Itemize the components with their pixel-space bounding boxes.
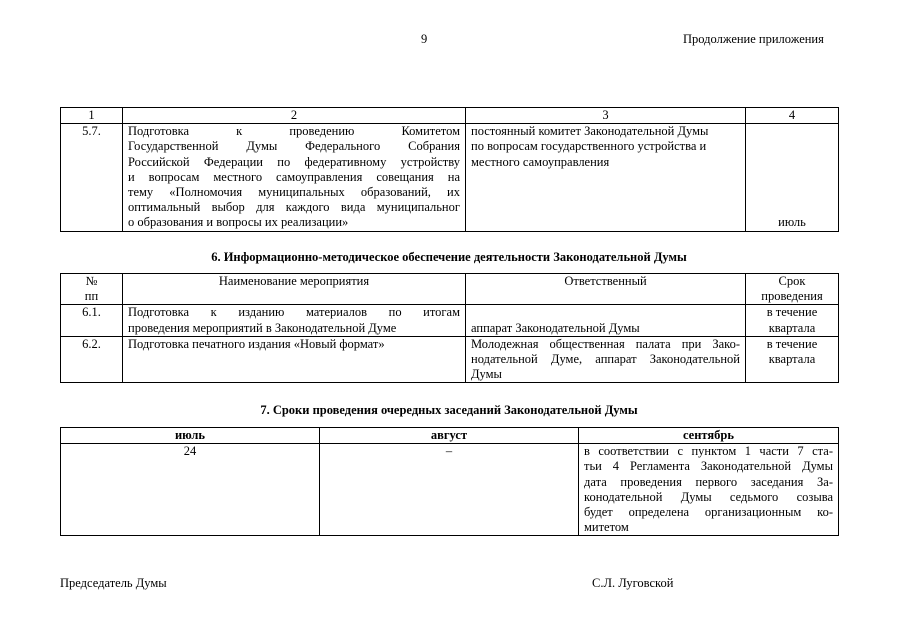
september-line: тьи 4 Регламента Законодательной Думы <box>584 459 833 474</box>
column-number: 3 <box>466 108 746 124</box>
signature-position: Председатель Думы <box>60 576 167 590</box>
event-line: Подготовка к изданию материалов по итогам <box>128 305 460 320</box>
event-line: Российской Федерации по федеративному устройству <box>128 154 460 169</box>
column-header-event: Наименование мероприятия <box>123 274 466 305</box>
september-line: в соответствии с пунктом 1 части 7 ста- <box>584 444 833 459</box>
column-header-august: август <box>320 428 579 444</box>
event-cell <box>123 124 466 231</box>
table-row <box>61 305 839 336</box>
header-line: № <box>85 274 98 288</box>
column-number: 1 <box>61 108 123 124</box>
august-cell: – <box>320 444 579 536</box>
table-row <box>61 124 839 231</box>
column-header-july: июль <box>61 428 320 444</box>
item-number: 6.1. <box>61 305 123 336</box>
section-6-table <box>60 273 839 383</box>
header-line: пп <box>84 289 99 304</box>
term-cell: июль <box>746 124 839 231</box>
responsible-line: постоянный комитет Законодательной Думы <box>471 124 709 139</box>
event-cell <box>123 305 466 336</box>
term-cell <box>746 336 839 383</box>
september-line: дата проведения первого заседания За- <box>584 474 833 489</box>
july-cell: 24 <box>61 444 320 536</box>
responsible-cell <box>466 124 746 231</box>
responsible-line: нодательной Думе, аппарат Законодательной <box>471 352 740 367</box>
september-line: будет определена организационным ко- <box>584 505 833 520</box>
column-number: 2 <box>123 108 466 124</box>
term-cell <box>746 305 839 336</box>
term-line: квартала <box>768 320 816 335</box>
event-cell <box>123 336 466 383</box>
responsible-line: по вопросам государственного устройства и <box>471 139 707 154</box>
event-line: о образования и вопросы их реализации» <box>128 215 349 230</box>
event-line: проведения мероприятий в Законодательной Думе <box>128 320 397 335</box>
term-line: в течение <box>766 336 818 351</box>
item-number: 5.7. <box>61 124 123 231</box>
column-header-september: сентябрь <box>579 428 839 444</box>
september-line: конодательной Думы седьмого созыва <box>584 489 833 504</box>
responsible-line: аппарат Законодательной Думы <box>471 320 640 335</box>
section-7-title: 7. Сроки проведения очередных заседаний Законодательной Думы <box>260 403 638 417</box>
column-number-row <box>61 108 839 124</box>
event-line: и вопросам местного самоуправления совещания на <box>128 169 460 184</box>
column-number: 4 <box>746 108 839 124</box>
header-row <box>61 274 839 305</box>
responsible-line <box>471 305 740 320</box>
signatory-name: С.Л. Луговской <box>592 576 674 590</box>
column-header-responsible: Ответственный <box>466 274 746 305</box>
event-line: оптимальный выбор для каждого вида муниципальног <box>128 200 460 215</box>
event-line: Подготовка печатного издания «Новый формат» <box>128 336 385 351</box>
responsible-cell <box>466 336 746 383</box>
continuation-label: Продолжение приложения <box>683 32 824 46</box>
section-7-table <box>60 427 839 536</box>
column-header-num <box>61 274 123 305</box>
event-line: Государственной Думы Федерального Собрания <box>128 139 460 154</box>
event-line: тему «Полномочия муниципальных образований, их <box>128 185 460 200</box>
table-row <box>61 444 839 536</box>
item-number: 6.2. <box>61 336 123 383</box>
table-row <box>61 336 839 383</box>
column-header-term <box>746 274 839 305</box>
term-line: квартала <box>768 352 816 367</box>
responsible-cell <box>466 305 746 336</box>
header-line: Срок <box>778 274 806 288</box>
responsible-line: Думы <box>471 367 502 382</box>
event-line: Подготовка к проведению Комитетом <box>128 124 460 139</box>
page-number: 9 <box>421 32 428 46</box>
responsible-line: местного самоуправления <box>471 154 610 169</box>
header-line: проведения <box>761 289 823 304</box>
section-6-title: 6. Информационно-методическое обеспечение деятельности Законодательной Думы <box>211 250 687 264</box>
september-line: митетом <box>584 520 629 535</box>
continuation-table <box>60 107 839 232</box>
september-cell <box>579 444 839 536</box>
term-line: в течение <box>766 305 818 320</box>
responsible-line: Молодежная общественная палата при Зако- <box>471 336 740 351</box>
header-row <box>61 428 839 444</box>
